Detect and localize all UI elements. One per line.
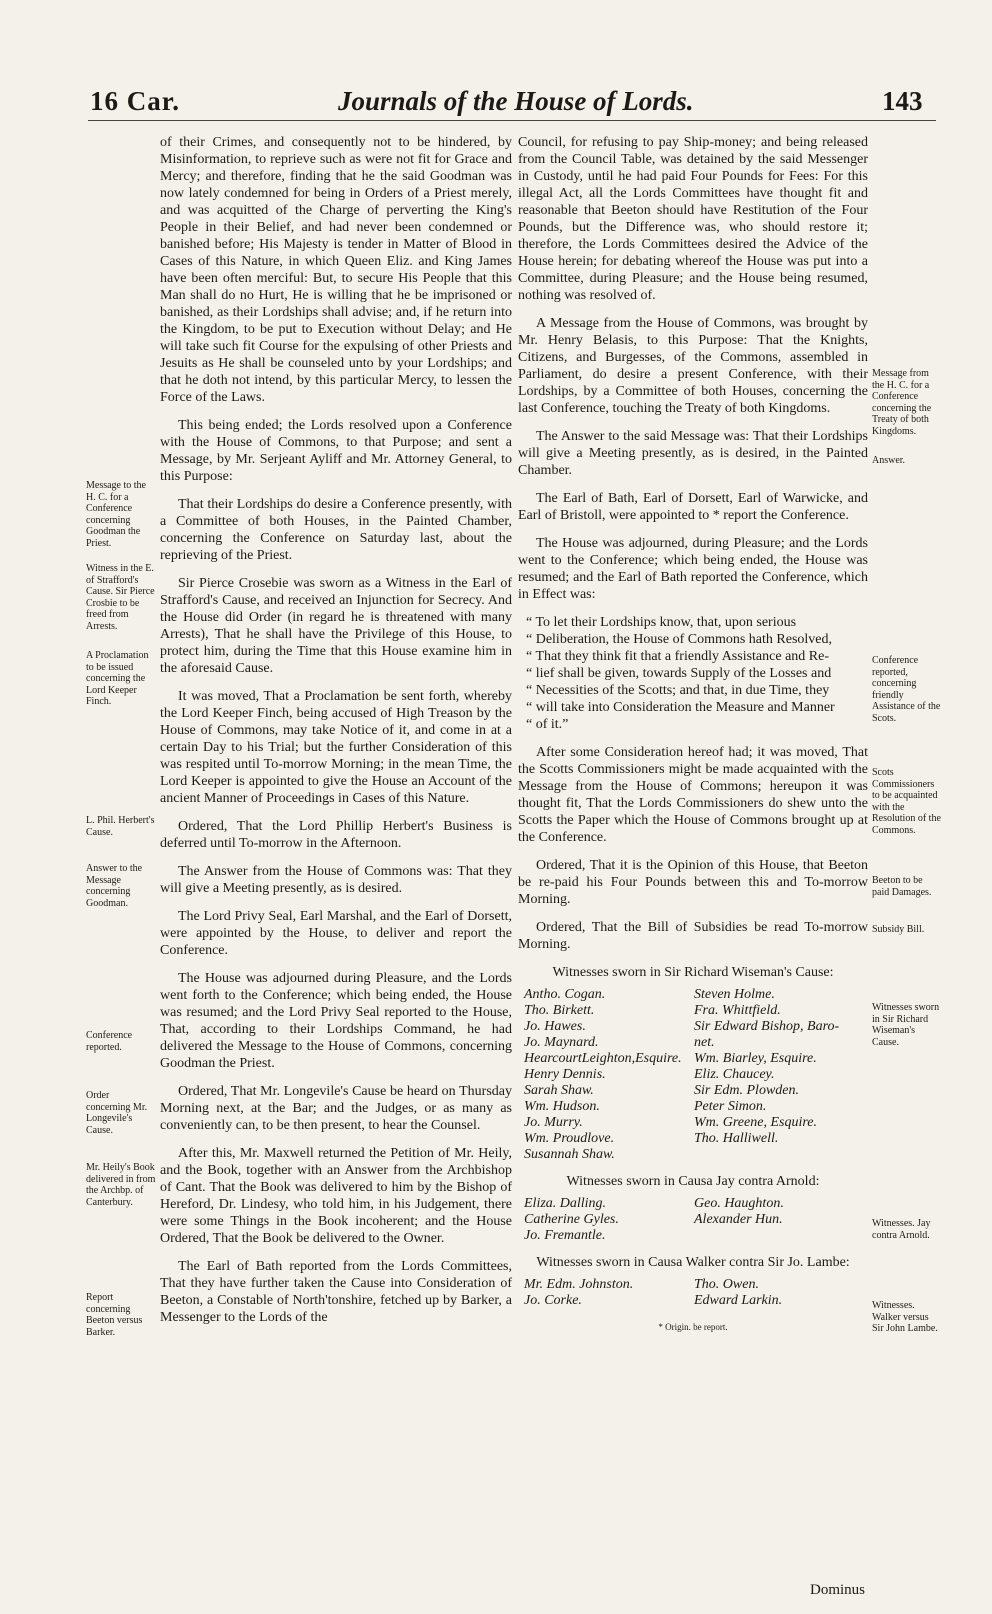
witness-name: Mr. Edm. Johnston. — [524, 1277, 634, 1292]
paragraph: Sir Pierce Crosebie was sworn as a Witness in the Earl of Strafford's Cause, and received an Injunction for Secrecy. And the House did Order (in regard he is threatened with many Arrests), That he shall have the Privilege of this House, to protect him, during the Time that this House examine him in the aforesaid Cause. — [160, 576, 512, 676]
witness-name — [694, 1147, 874, 1163]
quote-line: “ Deliberation, the House of Commons hath Resolved, — [526, 632, 832, 647]
witness-name: Steven Holme. — [694, 987, 775, 1002]
witness-name: Wm. Hudson. — [524, 1099, 600, 1114]
witness-name — [694, 1228, 874, 1244]
paragraph: The Answer to the said Message was: That their Lordships will give a Meeting presently, as is desired, in the Painted Chamber. — [518, 429, 868, 478]
header-rule — [88, 120, 936, 121]
witness-list — [524, 1277, 868, 1309]
quote-line: “ of it.” — [526, 717, 569, 732]
margin-note: Report concerning Beeton versus Barker. — [86, 1292, 143, 1338]
paragraph: This being ended; the Lords resolved upon a Conference with the House of Commons, to that Purpose; and sent a Message, by Mr. Serjeant Ayliff and Mr. Attorney General, to this Purpose: — [160, 418, 512, 484]
quote-line: “ lief shall be given, towards Supply of the Losses and — [526, 666, 832, 681]
quote-line: “ Necessities of the Scotts; and that, in due Time, they — [526, 683, 830, 698]
footnote: * Origin. be report. — [658, 1322, 728, 1332]
paragraph: The House was adjourned during Pleasure, and the Lords went forth to the Conference; which being ended, the House was resumed; and the Lord Privy Seal reported to the House, That, according to their Lordships Command, he had delivered the Message to the House of Commons, concerning Goodman the Priest. — [160, 971, 512, 1071]
margin-note: Witnesses. Jay contra Arnold. — [872, 1218, 931, 1241]
margin-note: Message from the H. C. for a Conference concerning the Treaty of both Kingdoms. — [872, 368, 932, 437]
witness-name: Sir Edward Bishop, Baro- — [694, 1019, 840, 1034]
margin-note: Message to the H. C. for a Conference concerning Goodman the Priest. — [86, 480, 146, 549]
witness-name: Alexander Hun. — [694, 1212, 783, 1227]
paragraph: The House was adjourned, during Pleasure; and the Lords went to the Conference; which being ended, the House was resumed; and the Earl of Bath reported the Conference, which in Effect was: — [518, 536, 868, 602]
paragraph: After some Consideration hereof had; it was moved, That the Scotts Commissioners might be made acquainted with the Message from the House of Commons; hereupon it was thought fit, That the Lords Commissioners do shew unto the Scotts the Paper which the House of Commons brought up at the Conference. — [518, 745, 868, 845]
reported-quote — [526, 614, 868, 733]
witness-list — [524, 1196, 868, 1244]
margin-note: Witness in the E. of Strafford's Cause. Sir Pierce Crosbie to be freed from Arrests. — [86, 563, 155, 632]
margin-note: Beeton to be paid Damages. — [872, 875, 932, 898]
paragraph: Ordered, That it is the Opinion of this House, that Beeton be re-paid his Four Pounds between this and To-morrow Morning. — [518, 858, 868, 907]
witness-name: Fra. Whittfield. — [694, 1003, 781, 1018]
margin-note: Witnesses sworn in Sir Richard Wiseman's Cause. — [872, 1002, 940, 1048]
catchword: Dominus — [810, 1582, 866, 1598]
running-title: Journals of the House of Lords. — [338, 86, 694, 116]
margin-note: Conference reported, concerning friendly Assistance of the Scots. — [872, 655, 941, 724]
witness-name: Tho. Birkett. — [524, 1003, 595, 1018]
witness-name: Geo. Haughton. — [694, 1196, 784, 1211]
margin-note: A Proclamation to be issued concerning the Lord Keeper Finch. — [86, 650, 149, 707]
right-column — [518, 134, 868, 1336]
witness-name: Peter Simon. — [694, 1099, 767, 1114]
witness-name: Wm. Proudlove. — [524, 1131, 615, 1146]
regnal-year: 16 Car. — [90, 86, 181, 116]
paragraph: The Answer from the House of Commons was: That they will give a Meeting presently, as is desired. — [160, 864, 512, 896]
witness-name: Edward Larkin. — [694, 1293, 783, 1308]
witness-name: Eliz. Chaucey. — [694, 1067, 775, 1082]
paragraph: After this, Mr. Maxwell returned the Petition of Mr. Heily, and the Book, together with an Answer from the Archbishop of Cant. That the Book was delivered to him by the Bishop of Hereford, Dr. Lindesy, who told him, in his Judgement, there were some Things in the Book incoherent; and the House Ordered, That the Book be delivered to the Owner. — [160, 1146, 512, 1246]
witness-name: Jo. Maynard. — [524, 1035, 599, 1050]
witness-name: HearcourtLeighton,Esquire. — [524, 1051, 682, 1066]
witness-name: Sarah Shaw. — [524, 1083, 594, 1098]
quote-line: “ That they think fit that a friendly Assistance and Re- — [526, 649, 829, 664]
witness-name: Wm. Biarley, Esquire. — [694, 1051, 817, 1066]
paragraph: The Earl of Bath reported from the Lords Committees, That they have further taken the Cause into Consideration of Beeton, a Constable of North'tonshire, fetched up by Barker, a Messenger to the Lords of the — [160, 1259, 512, 1325]
witness-heading: Witnesses sworn in Causa Jay contra Arnold: — [566, 1174, 820, 1189]
witness-name: Jo. Hawes. — [524, 1019, 586, 1034]
witness-name: Eliza. Dalling. — [524, 1196, 607, 1211]
witness-name: Jo. Murry. — [524, 1115, 583, 1130]
paragraph: That their Lordships do desire a Conference presently, with a Committee of both Houses, in the Painted Chamber, concerning the Conference on Saturday last, about the reprieving of the Priest. — [160, 497, 512, 563]
page-number: 143 — [882, 86, 923, 116]
witness-name: Wm. Greene, Esquire. — [694, 1115, 817, 1130]
witness-name: Tho. Halliwell. — [694, 1131, 779, 1146]
witness-name: Jo. Corke. — [524, 1293, 582, 1308]
witness-name: net. — [694, 1035, 715, 1050]
paragraph: The Earl of Bath, Earl of Dorsett, Earl of Warwicke, and Earl of Bristoll, were appointed to * report the Conference. — [518, 491, 868, 523]
witness-name: Antho. Cogan. — [524, 987, 606, 1002]
paragraph: of their Crimes, and consequently not to be hindered, by Misinformation, to reprieve such as were not fit for Grace and Mercy; and therefore, finding that he the said Goodman was now lately condemned for being in Orders of a Priest merely, and was acquitted of the Charge of perverting the King's People in their Belief, and had never been condemned or banished before; His Majesty is tender in Matter of Blood in Cases of this Nature, in which Queen Eliz. and King James have been often merciful: But, to secure His People that this Man shall do no Hurt, He is willing that he be imprisoned or banished, as their Lordships shall advise; and, if he return into the Kingdom, to be put to Execution without Delay; and He will take such fit Course for the expulsing of other Priests and Jesuits as He shall be counseled unto by your Lordships; and that he doth not intend, by this particular Mercy, to lessen the Force of the Laws. — [160, 135, 512, 405]
witness-heading: Witnesses sworn in Causa Walker contra Sir Jo. Lambe: — [536, 1255, 850, 1270]
witness-name: Tho. Owen. — [694, 1277, 759, 1292]
margin-note: Witnesses. Walker versus Sir John Lambe. — [872, 1300, 938, 1334]
margin-note: Scots Commissioners to be acquainted with the Resolution of the Commons. — [872, 767, 941, 836]
margin-note: Order concerning Mr. Longevile's Cause. — [86, 1090, 148, 1136]
paragraph: Ordered, That the Bill of Subsidies be read To-morrow Morning. — [518, 920, 868, 952]
paragraph: Ordered, That the Lord Phillip Herbert's Business is deferred until To-morrow in the Afternoon. — [160, 819, 512, 851]
margin-note: Subsidy Bill. — [872, 924, 925, 935]
margin-note: Mr. Heily's Book delivered in from the Archbp. of Canterbury. — [86, 1162, 156, 1208]
margin-note: Answer to the Message concerning Goodman. — [86, 863, 143, 909]
witness-name: Catherine Gyles. — [524, 1212, 619, 1227]
left-column — [160, 134, 512, 1337]
margin-note: Conference reported. — [86, 1030, 133, 1053]
paragraph: The Lord Privy Seal, Earl Marshal, and the Earl of Dorsett, were appointed by the House, to deliver and report the Conference. — [160, 909, 512, 958]
margin-note: L. Phil. Herbert's Cause. — [86, 815, 155, 838]
witness-list — [524, 987, 868, 1163]
witness-heading: Witnesses sworn in Sir Richard Wiseman's Cause: — [552, 965, 834, 980]
witness-name: Sir Edm. Plowden. — [694, 1083, 799, 1098]
quote-line: “ will take into Consideration the Measure and Manner — [526, 700, 835, 715]
witness-name: Henry Dennis. — [524, 1067, 606, 1082]
witness-name: Jo. Fremantle. — [524, 1228, 606, 1243]
witness-name: Susannah Shaw. — [524, 1147, 615, 1162]
paragraph: It was moved, That a Proclamation be sent forth, whereby the Lord Keeper Finch, being accused of High Treason by the House of Commons, may take Notice of it, and come in at a certain Day to his Trial; but the further Consideration of this was respited until To-morrow Morning; in the mean Time, the Lord Keeper is appointed to give the House an Account of the ancient Manner of Proceedings in Cases of this Nature. — [160, 689, 512, 806]
margin-note: Answer. — [872, 455, 906, 466]
paragraph: Ordered, That Mr. Longevile's Cause be heard on Thursday Morning next, at the Bar; and the Judges, or as many as conveniently can, to be then present, to hear the Counsel. — [160, 1084, 512, 1133]
paragraph: Council, for refusing to pay Ship-money; and being released from the Council Table, was detained by the said Messenger in Custody, until he had paid Four Pounds for Fees: For this illegal Act, all the Lords Committees have thought fit and reasonable that Beeton should have Restitution of the Four Pounds, but the Difference was, who should restore it; therefore, the Lords Committees desired the Advice of the House herein; for debating whereof the House was put into a Committee, during Pleasure; and the House being resumed, nothing was resolved of. — [518, 135, 868, 303]
paragraph: A Message from the House of Commons, was brought by Mr. Henry Belasis, to this Purpose: That the Knights, Citizens, and Burgesses, of the Commons, assembled in Parliament, do desire a present Conference, with their Lordships, by a Committee of both Houses, concerning the last Conference, touching the Treaty of both Kingdoms. — [518, 316, 868, 416]
quote-line: “ To let their Lordships know, that, upon serious — [526, 615, 797, 630]
